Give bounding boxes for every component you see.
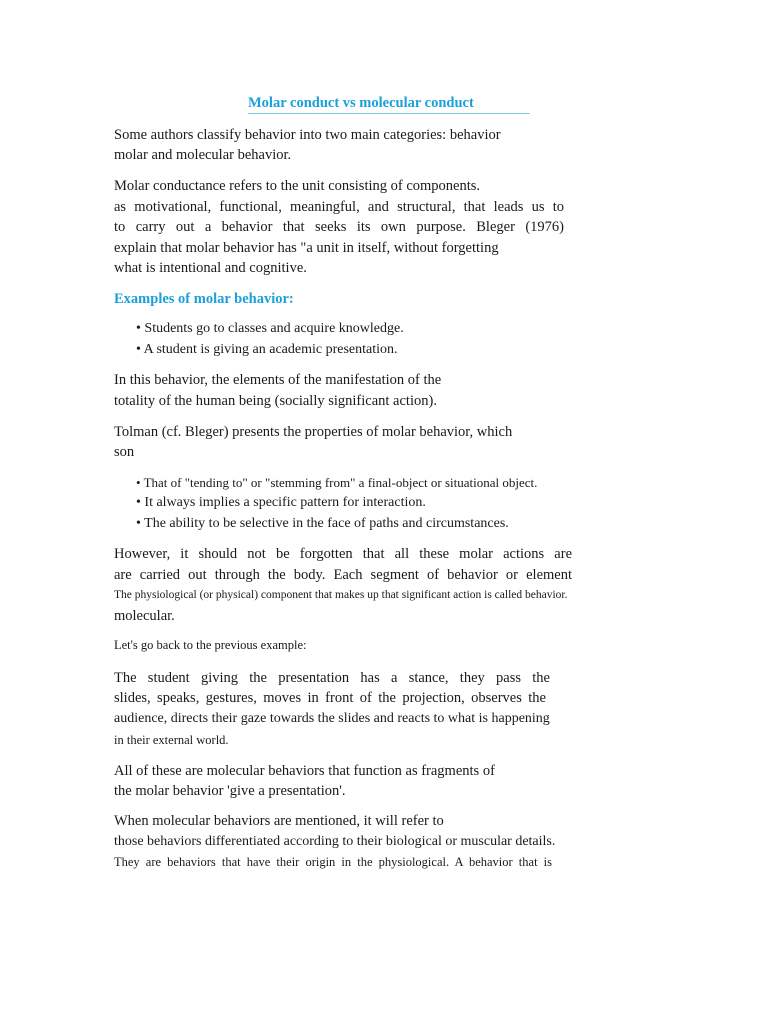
paragraph-line: When molecular behaviors are mentioned, it will refer to [114, 813, 444, 829]
paragraph-line: They are behaviors that have their origin in the physiological. A behavior that is [114, 855, 552, 869]
document-title: Molar conduct vs molecular conduct [248, 95, 530, 114]
paragraph-line: The physiological (or physical) component that makes up that significant action is called behavior. [114, 589, 568, 601]
paragraph-line: However, it should not be forgotten that all these molar actions are [114, 546, 572, 562]
paragraph-line: the molar behavior 'give a presentation'. [114, 783, 346, 799]
paragraph-line: Some authors classify behavior into two main categories: behavior [114, 127, 501, 143]
paragraph-line: to carry out a behavior that seeks its own purpose. Bleger (1976) [114, 219, 564, 235]
paragraph-line: totality of the human being (socially significant action). [114, 393, 437, 409]
paragraph-line: Molar conductance refers to the unit consisting of components. [114, 178, 481, 194]
paragraph-line: as motivational, functional, meaningful, and structural, that leads us to [114, 199, 564, 215]
paragraph-line: Tolman (cf. Bleger) presents the properties of molar behavior, which [114, 424, 513, 440]
paragraph-line: molecular. [114, 608, 175, 624]
paragraph-line: son [114, 444, 135, 460]
section-heading: Examples of molar behavior: [114, 291, 294, 307]
list-item: • A student is giving an academic presentation. [136, 342, 398, 357]
paragraph-line: All of these are molecular behaviors that function as fragments of [114, 763, 495, 779]
paragraph-line: Let's go back to the previous example: [114, 638, 307, 652]
paragraph-line: are carried out through the body. Each segment of behavior or element [114, 567, 572, 583]
list-item: • That of "tending to" or "stemming from" a final-object or situational object. [136, 475, 538, 490]
list-item: • The ability to be selective in the face of paths and circumstances. [136, 516, 509, 531]
paragraph-line: In this behavior, the elements of the manifestation of the [114, 372, 442, 388]
paragraph-line: The student giving the presentation has a stance, they pass the [114, 670, 550, 686]
paragraph-line: audience, directs their gaze towards the slides and reacts to what is happening [114, 711, 550, 726]
list-item: • Students go to classes and acquire knowledge. [136, 321, 404, 336]
paragraph-line: explain that molar behavior has "a unit in itself, without forgetting [114, 240, 499, 256]
paragraph-line: those behaviors differentiated according to their biological or muscular details. [114, 834, 556, 849]
paragraph-line: what is intentional and cognitive. [114, 260, 307, 276]
list-item: • It always implies a specific pattern for interaction. [136, 495, 426, 510]
paragraph-line: in their external world. [114, 733, 229, 747]
paragraph-line: molar and molecular behavior. [114, 147, 292, 163]
paragraph-line: slides, speaks, gestures, moves in front of the projection, observes the [114, 690, 546, 706]
